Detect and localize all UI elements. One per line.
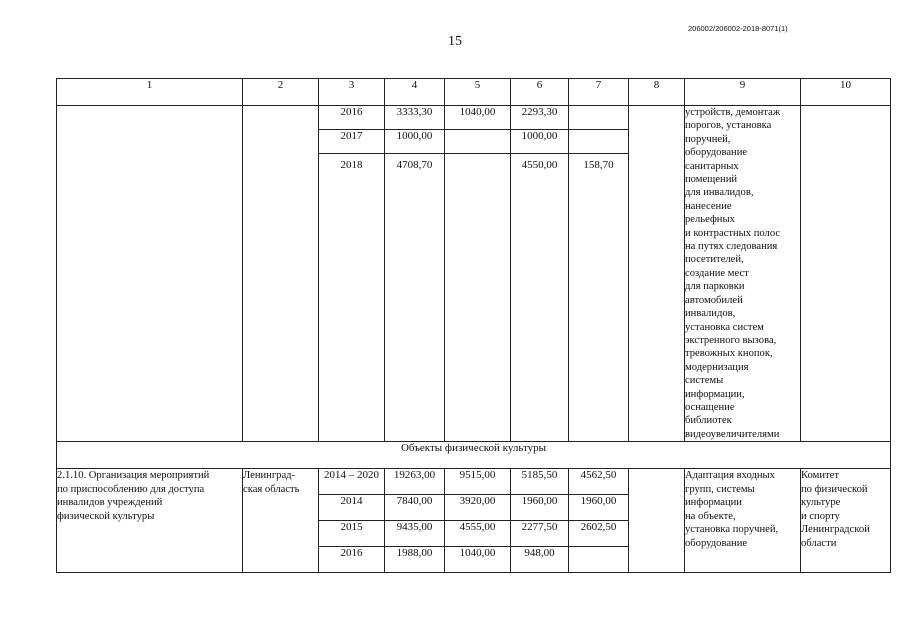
- local-cell: 1960,00: [569, 495, 629, 521]
- other-cell-empty: [629, 469, 685, 573]
- year-cell: 2016: [319, 547, 385, 573]
- federal-cell: 4555,00: [445, 521, 511, 547]
- table-row: [57, 106, 891, 130]
- year-cell: 2018: [319, 154, 385, 442]
- regional-cell: 4550,00: [511, 154, 569, 442]
- header-cell: 8: [629, 79, 685, 106]
- total-cell: 4708,70: [385, 154, 445, 442]
- activity-cell: 2.1.10. Организация мероприятий по приспособлению для доступа инвалидов учреждений физической культуры: [57, 469, 243, 573]
- federal-cell: 9515,00: [445, 469, 511, 495]
- regional-cell: 1960,00: [511, 495, 569, 521]
- federal-cell: 1040,00: [445, 547, 511, 573]
- regional-cell: 2277,50: [511, 521, 569, 547]
- federal-cell: 1040,00: [445, 106, 511, 130]
- local-cell: 158,70: [569, 154, 629, 442]
- header-cell: 3: [319, 79, 385, 106]
- federal-cell: 3920,00: [445, 495, 511, 521]
- header-cell: 2: [243, 79, 319, 106]
- section-title: Объекты физической культуры: [57, 442, 891, 469]
- total-cell: 7840,00: [385, 495, 445, 521]
- measures-cell: устройств, демонтаж порогов, установка поручней, оборудование санитарных помещений для инвалидов, нанесение рельефных и контрастных полос на путях следования посетителей, создание мест для парковки автомобилей инвалидов, установка систем экстренного вызова, тревожных кнопок, модернизация системы информации, оснащение библиотек видеоувеличителями: [685, 106, 801, 442]
- activity-cell-empty: [57, 106, 243, 442]
- year-cell: 2014: [319, 495, 385, 521]
- regional-cell: 2293,30: [511, 106, 569, 130]
- region-cell: Ленинград- ская область: [243, 469, 319, 573]
- regional-cell: 1000,00: [511, 130, 569, 154]
- total-cell: 1000,00: [385, 130, 445, 154]
- regional-cell: 5185,50: [511, 469, 569, 495]
- header-cell: 6: [511, 79, 569, 106]
- local-cell: [569, 130, 629, 154]
- local-cell: 4562,50: [569, 469, 629, 495]
- year-cell: 2015: [319, 521, 385, 547]
- table-row: [57, 469, 891, 495]
- executor-cell-empty: [801, 106, 891, 442]
- other-cell-empty: [629, 106, 685, 442]
- header-cell: 4: [385, 79, 445, 106]
- federal-cell: [445, 130, 511, 154]
- measures-cell: Адаптация входных групп, системы информации на объекте, установка поручней, оборудование: [685, 469, 801, 573]
- section-row: [57, 442, 891, 469]
- total-cell: 1988,00: [385, 547, 445, 573]
- document-code: 206002/206002-2018-8071(1): [688, 24, 788, 33]
- header-cell: 7: [569, 79, 629, 106]
- total-cell: 3333,30: [385, 106, 445, 130]
- header-cell: 5: [445, 79, 511, 106]
- local-cell: [569, 547, 629, 573]
- total-cell: 9435,00: [385, 521, 445, 547]
- page-number: 15: [448, 34, 462, 49]
- local-cell: 2602,50: [569, 521, 629, 547]
- total-cell: 19263,00: [385, 469, 445, 495]
- region-cell-empty: [243, 106, 319, 442]
- federal-cell: [445, 154, 511, 442]
- executor-cell: Комитет по физической культуре и спорту Ленинградской области: [801, 469, 891, 573]
- header-row: [57, 79, 891, 106]
- regional-cell: 948,00: [511, 547, 569, 573]
- year-cell: 2017: [319, 130, 385, 154]
- header-cell: 10: [801, 79, 891, 106]
- header-cell: 9: [685, 79, 801, 106]
- header-cell: 1: [57, 79, 243, 106]
- year-cell: 2014 – 2020: [319, 469, 385, 495]
- program-table: [56, 78, 891, 573]
- year-cell: 2016: [319, 106, 385, 130]
- local-cell: [569, 106, 629, 130]
